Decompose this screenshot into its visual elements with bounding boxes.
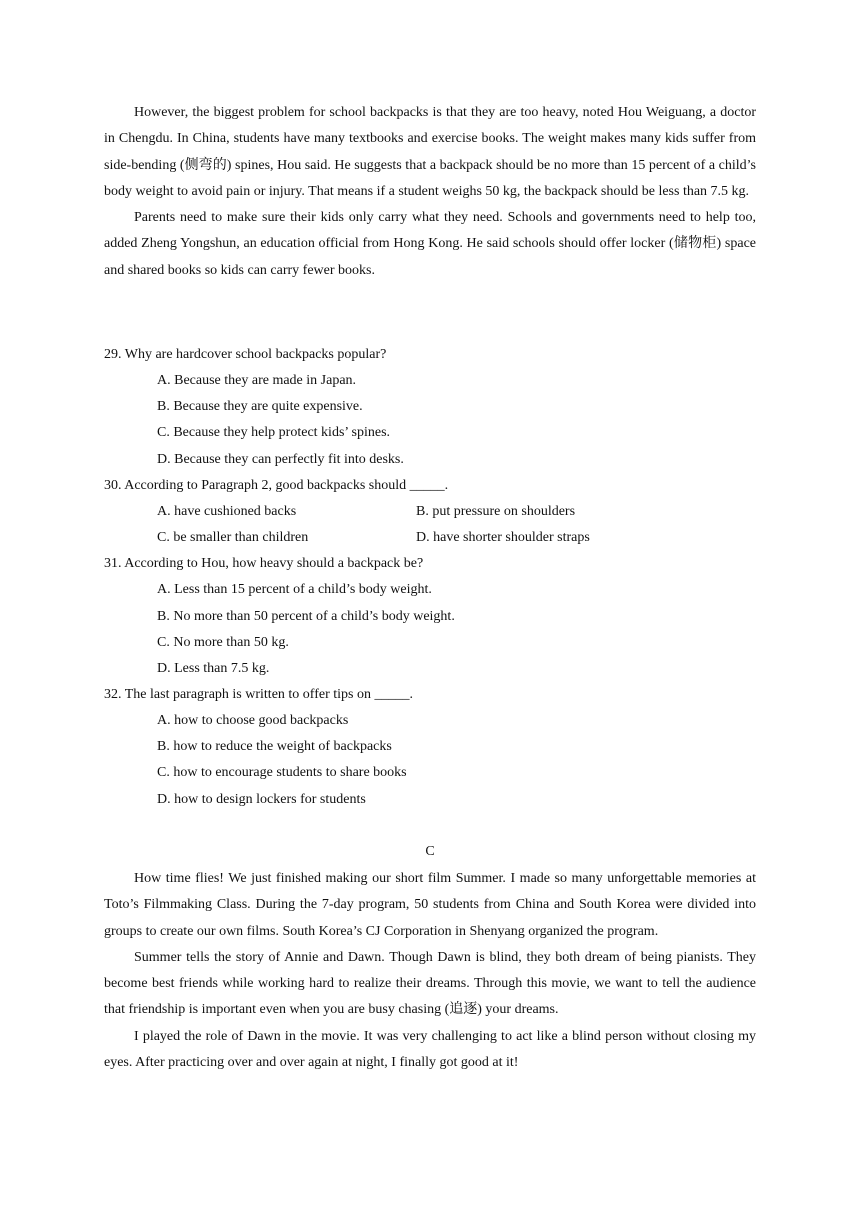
paragraph: However, the biggest problem for school backpacks is that they are too heavy, noted Hou Weiguang, a doctor in Chengdu. In China, students have many textbooks and exercise books. The weight makes many kids suffer from side-bending (侧弯的) spines, Hou said. He suggests that a backpack should be no more than 15 percent of a child’s body weight to avoid pain or injury. That means if a student weighs 50 kg, the backpack should be less than 7.5 kg. bbox=[104, 105, 756, 199]
question-30-option-a: A. have cushioned backs bbox=[157, 504, 297, 519]
question-30-stem: 30. According to Paragraph 2, good backpacks should _____. bbox=[104, 478, 449, 493]
paragraph: How time flies! We just finished making our short film Summer. I made so many unforgettable memories at Toto’s Filmmaking Class. During the 7-day program, 50 students from China and South Korea were divided into groups to create our own films. South Korea’s CJ Corporation in Shenyang organized the program. bbox=[104, 871, 756, 939]
question-31-option-a: A. Less than 15 percent of a child’s body weight. bbox=[157, 582, 432, 597]
passage-b bbox=[104, 100, 756, 284]
question-30-option-d: D. have shorter shoulder straps bbox=[416, 530, 590, 545]
question-31-stem: 31. According to Hou, how heavy should a backpack be? bbox=[104, 556, 424, 571]
question-32-option-a: A. how to choose good backpacks bbox=[157, 713, 349, 728]
paragraph: Parents need to make sure their kids only carry what they need. Schools and governments need to help too, added Zheng Yongshun, an education official from Hong Kong. He said schools should offer locker (储物柜) space and shared books so kids can carry fewer books. bbox=[104, 210, 756, 278]
question-29-option-c: C. Because they help protect kids’ spines. bbox=[157, 425, 391, 440]
question-29-option-a: A. Because they are made in Japan. bbox=[157, 373, 357, 388]
passage-c bbox=[104, 866, 756, 1076]
question-30-option-b: B. put pressure on shoulders bbox=[416, 504, 576, 519]
question-31-option-b: B. No more than 50 percent of a child’s body weight. bbox=[157, 609, 455, 624]
question-31-option-c: C. No more than 50 kg. bbox=[157, 635, 289, 650]
paragraph: Summer tells the story of Annie and Dawn. Though Dawn is blind, they both dream of being pianists. They become best friends while working hard to realize their dreams. Through this movie, we want to tell the audience that friendship is important even when you are busy chasing (追逐) your dreams. bbox=[104, 949, 756, 1018]
section-c-heading: C bbox=[425, 844, 435, 859]
question-32-option-d: D. how to design lockers for students bbox=[157, 792, 366, 807]
question-29-option-b: B. Because they are quite expensive. bbox=[157, 399, 363, 414]
question-32-option-b: B. how to reduce the weight of backpacks bbox=[157, 739, 392, 754]
question-32-stem: 32. The last paragraph is written to offer tips on _____. bbox=[104, 687, 413, 702]
paragraph: I played the role of Dawn in the movie. It was very challenging to act like a blind person without closing my eyes. After practicing over and over again at night, I finally got good at it! bbox=[104, 1028, 756, 1071]
question-30-option-c: C. be smaller than children bbox=[157, 530, 309, 545]
question-29-stem: 29. Why are hardcover school backpacks popular? bbox=[104, 347, 387, 362]
question-31-option-d: D. Less than 7.5 kg. bbox=[157, 661, 270, 676]
question-32-option-c: C. how to encourage students to share books bbox=[157, 765, 407, 780]
question-29-option-d: D. Because they can perfectly fit into desks. bbox=[157, 452, 404, 467]
